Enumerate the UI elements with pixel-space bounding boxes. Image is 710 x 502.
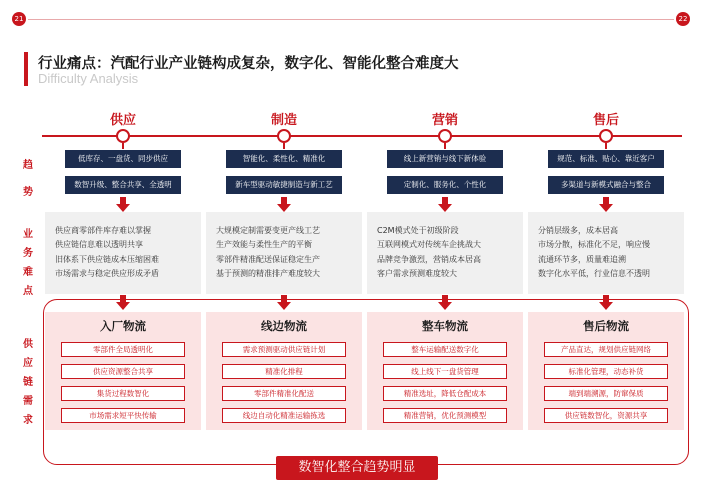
demand-item: 端到端溯源，防窜保质 [544,386,668,401]
demand-title: 线边物流 [261,319,307,333]
demand-item: 精准营销，优化预测模型 [383,408,507,423]
difficulty-item: 客户需求预测难度较大 [377,269,457,279]
demand-item: 需求预测驱动供应链计划 [222,342,346,357]
difficulty-box [367,212,523,294]
trend-box: 规范、标准、贴心、靠近客户 [548,150,664,168]
difficulty-item: 大规模定制需要变更产线工艺 [216,226,320,235]
page-number-left: 21 [12,12,26,26]
demand-item: 零部件全局透明化 [61,342,185,357]
difficulty-item: 零部件精准配送保证稳定生产 [216,254,320,264]
demand-item: 线边自动化精准运输拣选 [222,408,346,423]
title-accent-bar [24,52,28,86]
demand-item: 标准化管理，动态补货 [544,364,668,379]
down-arrow-icon [277,204,291,212]
demand-item: 整车运输配送数字化 [383,342,507,357]
demand-title: 入厂物流 [100,319,146,333]
difficulty-item: 数字化水平低，行业信息不透明 [538,269,650,279]
trend-box: 定制化、服务化、个性化 [387,176,503,194]
down-arrow-icon [438,302,452,310]
difficulty-item: 旧体系下供应链成本压缩困难 [55,254,159,264]
difficulty-item: 供应商零部件库存难以掌握 [55,226,151,235]
bottom-banner: 数智化整合趋势明显 [276,456,438,480]
difficulty-item: 市场需求与稳定供应形成矛盾 [55,269,159,279]
difficulty-box [206,212,362,294]
trend-box: 低库存、一盘货、同步供应 [65,150,181,168]
down-arrow-stem [442,295,448,302]
demand-item: 产品直达，规划供应链网络 [544,342,668,357]
demand-item: 零部件精准化配送 [222,386,346,401]
down-arrow-icon [599,204,613,212]
down-arrow-stem [281,295,287,302]
page-subtitle: Difficulty Analysis [38,71,139,86]
demand-title: 售后物流 [583,319,629,333]
difficulty-item: 供应链信息难以透明共享 [55,240,143,250]
row-label-business: 业 务 难 点 [23,229,33,297]
difficulty-box [45,212,201,294]
connector-line [444,143,446,149]
timeline-node [116,129,130,143]
down-arrow-stem [281,197,287,204]
demand-item: 供应链数智化，资源共享 [544,408,668,423]
down-arrow-stem [442,197,448,204]
down-arrow-icon [277,302,291,310]
demand-item: 集货过程数智化 [61,386,185,401]
connector-line [122,143,124,149]
timeline-node [438,129,452,143]
timeline-bar [42,135,682,137]
down-arrow-icon [438,204,452,212]
difficulty-item: 品牌竞争激烈，营销成本居高 [377,254,481,264]
difficulty-item: C2M模式处于初级阶段 [377,226,459,235]
demand-item: 精准化排程 [222,364,346,379]
trend-box: 多渠道与新模式融合与整合 [548,176,664,194]
difficulty-item: 市场分散，标准化不足，响应慢 [538,240,650,250]
connector-line [283,143,285,149]
trend-box: 智能化、柔性化、精准化 [226,150,342,168]
demand-item: 供应资源整合共享 [61,364,185,379]
demand-item: 线上线下一盘货管理 [383,364,507,379]
down-arrow-stem [603,295,609,302]
timeline-node [599,129,613,143]
difficulty-item: 生产效能与柔性生产的平衡 [216,240,312,250]
difficulty-item: 互联网模式对传统车企挑战大 [377,240,481,250]
trend-box: 新车型驱动敏捷制造与新工艺 [226,176,342,194]
page-title: 行业痛点：汽配行业产业链构成复杂，数字化、智能化整合难度大 [38,56,459,72]
down-arrow-icon [116,302,130,310]
stage-label: 供应 [109,113,136,128]
row-label-trend: 趋 势 [23,160,33,198]
trend-box: 线上新营销与线下新体验 [387,150,503,168]
top-divider [28,19,674,20]
timeline-node [277,129,291,143]
demand-item: 精准选址，降低仓配成本 [383,386,507,401]
demand-title: 整车物流 [422,319,468,333]
trend-box: 数智升级、整合共享、全透明 [65,176,181,194]
down-arrow-stem [603,197,609,204]
down-arrow-stem [120,197,126,204]
connector-line [605,143,607,149]
row-label-supply: 供 应 链 需 求 [23,339,33,426]
down-arrow-icon [116,204,130,212]
difficulty-item: 基于预测的精准排产难度较大 [216,269,320,279]
stage-label: 售后 [592,113,619,128]
stage-label: 营销 [431,113,458,128]
page-number-right: 22 [676,12,690,26]
demand-item: 市场需求短平快传输 [61,408,185,423]
down-arrow-stem [120,295,126,302]
difficulty-item: 流通环节多，质量难追溯 [538,254,626,264]
stage-label: 制造 [270,113,297,128]
difficulty-item: 分销层级多，成本居高 [538,226,618,235]
difficulty-box [528,212,684,294]
down-arrow-icon [599,302,613,310]
